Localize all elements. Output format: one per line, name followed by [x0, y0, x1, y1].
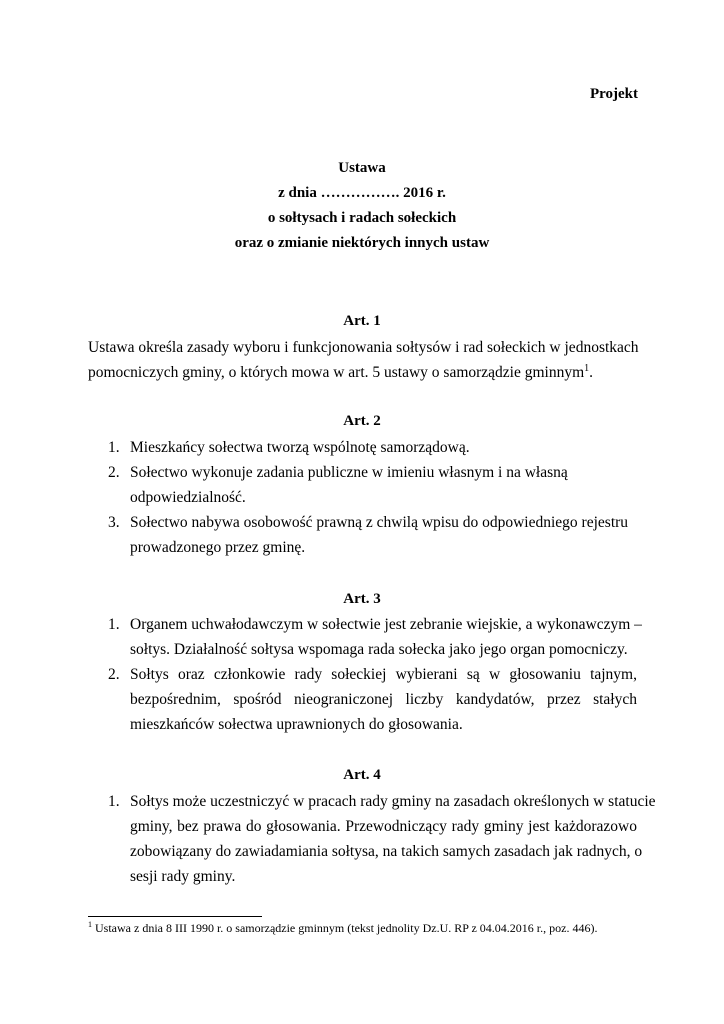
art4-heading: Art. 4	[343, 767, 381, 783]
footnote-marker: 1	[88, 920, 92, 929]
item-line: mieszkańców sołectwa uprawnionych do głosowania.	[130, 716, 463, 733]
item-number: 1.	[108, 793, 120, 810]
item-number: 2.	[108, 464, 120, 481]
art1-heading: Art. 1	[343, 313, 381, 329]
footnote-text: Ustawa z dnia 8 III 1990 r. o samorządzie gminnym (tekst jednolity Dz.U. RP z 04.04.2016 r., poz. 446).	[92, 921, 598, 935]
footnote-separator	[88, 916, 262, 917]
item-number: 2.	[108, 666, 120, 683]
item-line: sołtys. Działalność sołtysa wspomaga rada sołecka jako jego organ pomocniczy.	[130, 641, 628, 658]
title-line-4: oraz o zmianie niektórych innych ustaw	[234, 235, 490, 251]
art1-line-2-text: pomocniczych gminy, o których mowa w art. 5 ustawy o samorządzie gminnym	[88, 364, 585, 381]
item-line: gminy, bez prawa do głosowania. Przewodniczący rady gminy jest każdorazowo	[130, 818, 637, 835]
art2-heading: Art. 2	[343, 413, 381, 429]
item-line: Organem uchwałodawczym w sołectwie jest zebranie wiejskie, a wykonawczym –	[130, 616, 642, 633]
art1-line-1: Ustawa określa zasady wyboru i funkcjonowania sołtysów i rad sołeckich w jednostkach	[88, 339, 639, 356]
item-line: sesji rady gminy.	[130, 868, 236, 885]
item-line: Sołectwo nabywa osobowość prawną z chwilą wpisu do odpowiedniego rejestru	[130, 514, 629, 531]
art1-line-2-end: .	[589, 364, 594, 381]
title-line-1: Ustawa	[338, 160, 386, 176]
item-line: Sołectwo wykonuje zadania publiczne w imieniu własnym i na własną	[130, 464, 568, 481]
title-line-2: z dnia ……………. 2016 r.	[278, 185, 446, 201]
item-number: 3.	[108, 514, 120, 531]
item-line: Sołtys może uczestniczyć w pracach rady gminy na zasadach określonych w statucie	[130, 793, 656, 810]
art3-heading: Art. 3	[343, 591, 381, 607]
art1-line-2	[88, 360, 637, 385]
item-line: zobowiązany do zawiadamiania sołtysa, na takich samych zasadach jak radnych, o	[130, 843, 643, 860]
item-line: prowadzonego przez gminę.	[130, 539, 306, 556]
title-line-3: o sołtysach i radach sołeckich	[267, 210, 457, 226]
footnote	[88, 920, 597, 936]
item-line: Mieszkańcy sołectwa tworzą wspólnotę samorządową.	[130, 439, 470, 456]
footnote-ref[interactable]: 1	[584, 362, 590, 374]
item-line: bezpośrednim, spośród nieograniczonej liczby kandydatów, przez stałych	[130, 691, 637, 708]
item-line: Sołtys oraz członkowie rady sołeckiej wybierani są w głosowaniu tajnym,	[130, 666, 637, 683]
item-line: odpowiedzialność.	[130, 489, 246, 506]
item-number: 1.	[108, 616, 120, 633]
art1-paragraph	[88, 335, 637, 385]
item-number: 1.	[108, 439, 120, 456]
projekt-label: Projekt	[589, 86, 638, 102]
